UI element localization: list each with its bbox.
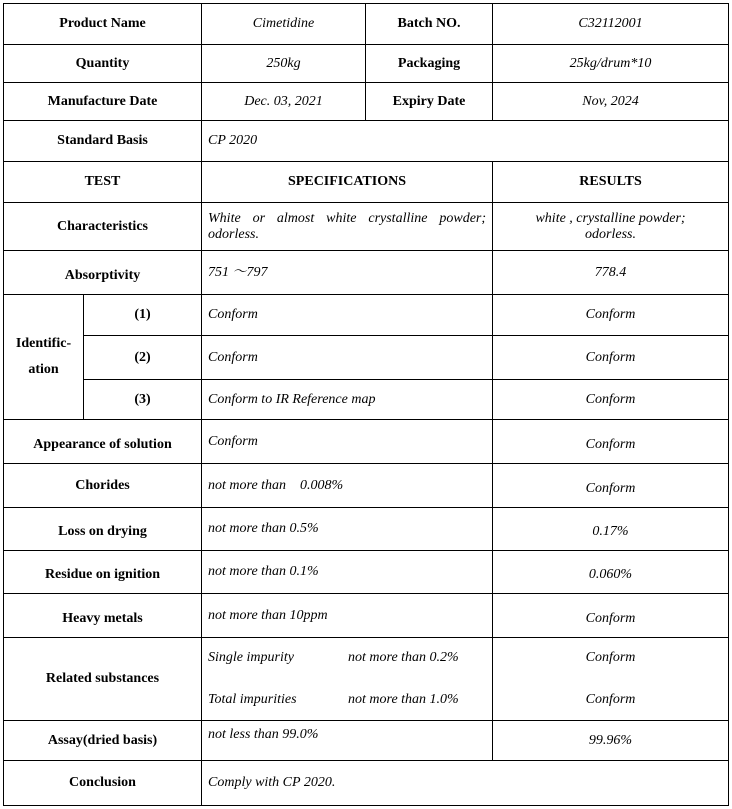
spec-value: 751 ～797 — [202, 251, 493, 295]
test-name: Appearance of solution — [4, 423, 202, 467]
row-identification-3 — [4, 380, 729, 420]
row-appearance — [4, 420, 729, 464]
spec-value: White or almost white crystalline powder; odorless. — [202, 203, 493, 251]
spec-value: not more than 0.1% — [202, 551, 493, 594]
result-value: Conform — [493, 295, 729, 336]
spec-value: Conform to IR Reference map — [202, 380, 493, 420]
identification-number: (1) — [84, 295, 202, 336]
result-value: Conform — [493, 336, 729, 380]
product-name-value: Cimetidine — [202, 4, 366, 45]
spec-value: not more than 10ppm — [202, 594, 493, 638]
row-chlorides — [4, 464, 729, 508]
identification-number: (3) — [84, 380, 202, 420]
manufacture-date-label: Manufacture Date — [4, 83, 202, 121]
row-related-substances — [4, 638, 729, 721]
manufacture-date-value: Dec. 03, 2021 — [202, 83, 366, 121]
test-name: Chorides — [4, 464, 202, 508]
row-assay — [4, 721, 729, 761]
spec-value: not more than 0.5% — [202, 508, 493, 551]
result-value — [493, 638, 729, 721]
certificate-of-analysis-table — [3, 3, 729, 806]
row-absorptivity — [4, 251, 729, 295]
spec-value: Conform — [202, 420, 493, 464]
result-value: 99.96% — [493, 721, 729, 761]
single-impurity-result: Conform — [585, 650, 636, 665]
spec-value: not more than 0.008% — [202, 464, 493, 508]
packaging-value: 25kg/drum*10 — [493, 45, 729, 83]
quantity-value: 250kg — [202, 45, 366, 83]
conclusion-text: Comply with CP 2020. — [202, 761, 729, 806]
result-value: 778.4 — [493, 251, 729, 295]
row-identification-1 — [4, 295, 729, 336]
product-name-label: Product Name — [4, 4, 202, 45]
result-value — [493, 203, 729, 251]
packaging-label: Packaging — [366, 45, 493, 83]
standard-basis-value: CP 2020 — [202, 121, 729, 162]
test-name: Characteristics — [4, 203, 202, 251]
total-impurities-label: Total impurities — [208, 692, 297, 707]
result-value: Conform — [493, 467, 729, 511]
row-dates — [4, 83, 729, 121]
batch-value: C32112001 — [493, 4, 729, 45]
result-value: 0.17% — [493, 511, 729, 554]
result-line: white , crystalline powder; — [535, 210, 686, 226]
row-residue-on-ignition — [4, 551, 729, 594]
spec-value: Conform — [202, 336, 493, 380]
test-name: Related substances — [4, 638, 202, 721]
column-header-results: RESULTS — [493, 162, 729, 203]
row-characteristics — [4, 203, 729, 251]
result-value: Conform — [493, 597, 729, 641]
identification-number: (2) — [84, 336, 202, 380]
total-impurities-limit: not more than 1.0% — [348, 692, 459, 707]
identification-label-line: ation — [28, 362, 59, 377]
row-identification-2 — [4, 336, 729, 380]
result-value: 0.060% — [493, 554, 729, 597]
test-name: Loss on drying — [4, 511, 202, 554]
identification-label — [4, 295, 84, 420]
test-name: Residue on ignition — [4, 554, 202, 597]
row-standard — [4, 121, 729, 162]
single-impurity-spec — [208, 650, 486, 666]
total-impurities-result: Conform — [585, 692, 636, 707]
row-column-headers — [4, 162, 729, 203]
spec-value — [202, 638, 493, 721]
test-name: Assay(dried basis) — [4, 721, 202, 761]
quantity-label: Quantity — [4, 45, 202, 83]
row-conclusion — [4, 761, 729, 806]
row-loss-on-drying — [4, 508, 729, 551]
spec-value: not less than 99.0% — [202, 721, 493, 761]
column-header-test: TEST — [4, 162, 202, 203]
row-quantity — [4, 45, 729, 83]
single-impurity-limit: not more than 0.2% — [348, 650, 459, 665]
test-name: Heavy metals — [4, 597, 202, 641]
expiry-date-value: Nov, 2024 — [493, 83, 729, 121]
spec-value: Conform — [202, 295, 493, 336]
result-line: odorless. — [585, 226, 636, 242]
row-heavy-metals — [4, 594, 729, 638]
single-impurity-label: Single impurity — [208, 650, 294, 665]
standard-basis-label: Standard Basis — [4, 121, 202, 162]
expiry-date-label: Expiry Date — [366, 83, 493, 121]
test-name: Absorptivity — [4, 254, 202, 298]
result-value: Conform — [493, 380, 729, 420]
total-impurities-spec — [208, 692, 486, 708]
row-product — [4, 4, 729, 45]
column-header-specifications: SPECIFICATIONS — [202, 162, 493, 203]
conclusion-label: Conclusion — [4, 761, 202, 806]
result-value: Conform — [493, 423, 729, 467]
batch-label: Batch NO. — [366, 4, 493, 45]
identification-label-line: Identific- — [15, 336, 72, 351]
